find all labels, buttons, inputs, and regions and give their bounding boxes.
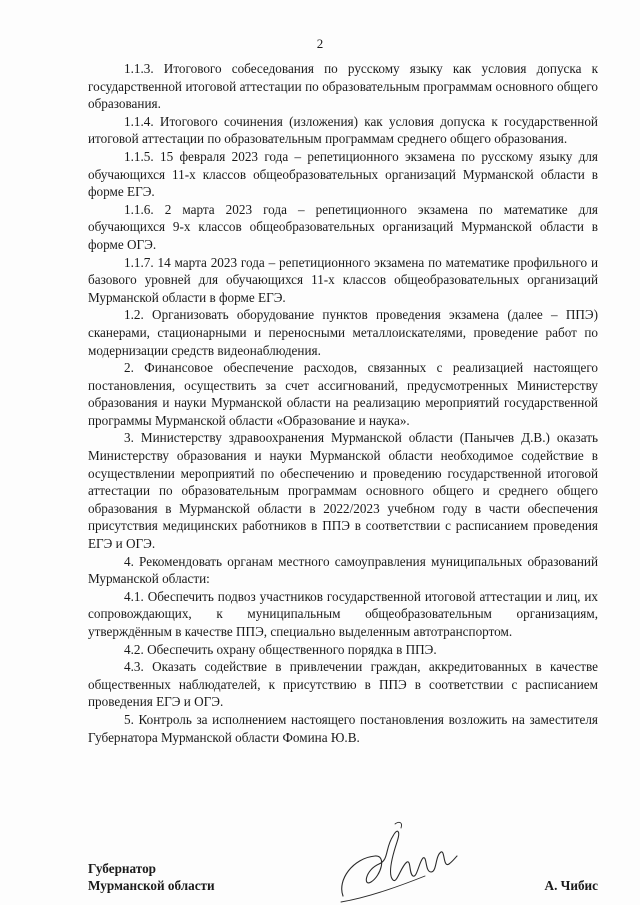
signatory-position-line-2: Мурманской области: [88, 878, 215, 893]
signatory-position: [88, 860, 215, 894]
paragraph-1-1-7: 1.1.7. 14 марта 2023 года – репетиционного экзамена по математике профильного и базового уровней для обучающихся 11-х классов общеобразовательных организаций Мурманской области в форме ЕГЭ.: [88, 254, 598, 305]
paragraph-1-2: 1.2. Организовать оборудование пунктов проведения экзамена (далее – ППЭ) сканерами, стационарными и переносными металлоискателями, проведение работ по модернизации средств видеонаблюдения.: [88, 307, 598, 358]
paragraph-1-1-6: 1.1.6. 2 марта 2023 года – репетиционного экзамена по математике для обучающихся 9-х классов общеобразовательных организаций Мурманской области в форме ОГЭ.: [88, 201, 598, 252]
paragraph-3: 3. Министерству здравоохранения Мурманской области (Панычев Д.В.) оказать Министерству образования и науки Мурманской области необходимое содействие в осуществлении мероприятий по обеспечению и проведению государственной итоговой аттестации по образовательным программам основного общего и среднего общего образования в Мурманской области в 2022/2023 учебном году в части обеспечения присутствия медицинских работников в ППЭ в соответствии с расписанием проведения ЕГЭ и ОГЭ.: [88, 430, 598, 552]
document-body: [88, 60, 598, 746]
page-number: 2: [316, 36, 324, 51]
signatory-name: А. Чибис: [544, 878, 598, 893]
paragraph-1-1-4: 1.1.4. Итогового сочинения (изложения) как условия допуска к государственной итоговой аттестации по образовательным программам среднего общего образования.: [88, 113, 598, 147]
paragraph-5: 5. Контроль за исполнением настоящего постановления возложить на заместителя Губернатора Мурманской области Фомина Ю.В.: [88, 711, 598, 745]
paragraph-1-1-5: 1.1.5. 15 февраля 2023 года – репетиционного экзамена по русскому языку для обучающихся 11-х классов общеобразовательных организаций Мурманской области в форме ЕГЭ.: [88, 148, 598, 200]
paragraph-2: 2. Финансовое обеспечение расходов, связанных с реализацией настоящего постановления, осуществить за счет ассигнований, предусмотренных Министерству образования и науки Мурманской области на реализацию мероприятий государственной программы Мурманской области «Образование и наука».: [88, 360, 598, 428]
paragraph-4-1: 4.1. Обеспечить подвоз участников государственной итоговой аттестации и лиц, их сопровождающих, к муниципальным общеобразовательным организациям, утверждённым в качестве ППЭ, специально выделенным автотранспортом.: [88, 588, 598, 639]
paragraph-1-1-3: 1.1.3. Итогового собеседования по русскому языку как условия допуска к государственной итоговой аттестации по образовательным программам основного общего образования.: [88, 61, 598, 112]
paragraph-4: 4. Рекомендовать органам местного самоуправления муниципальных образований Мурманской области:: [88, 553, 598, 587]
paragraph-4-2: 4.2. Обеспечить охрану общественного порядка в ППЭ.: [124, 641, 437, 657]
paragraph-4-3: 4.3. Оказать содействие в привлечении граждан, аккредитованных в качестве общественных наблюдателей, к присутствию в ППЭ в соответствии с расписанием проведения ЕГЭ и ОГЭ.: [88, 659, 598, 710]
signatory-position-line-1: Губернатор: [88, 861, 156, 876]
handwritten-signature: [335, 818, 460, 906]
